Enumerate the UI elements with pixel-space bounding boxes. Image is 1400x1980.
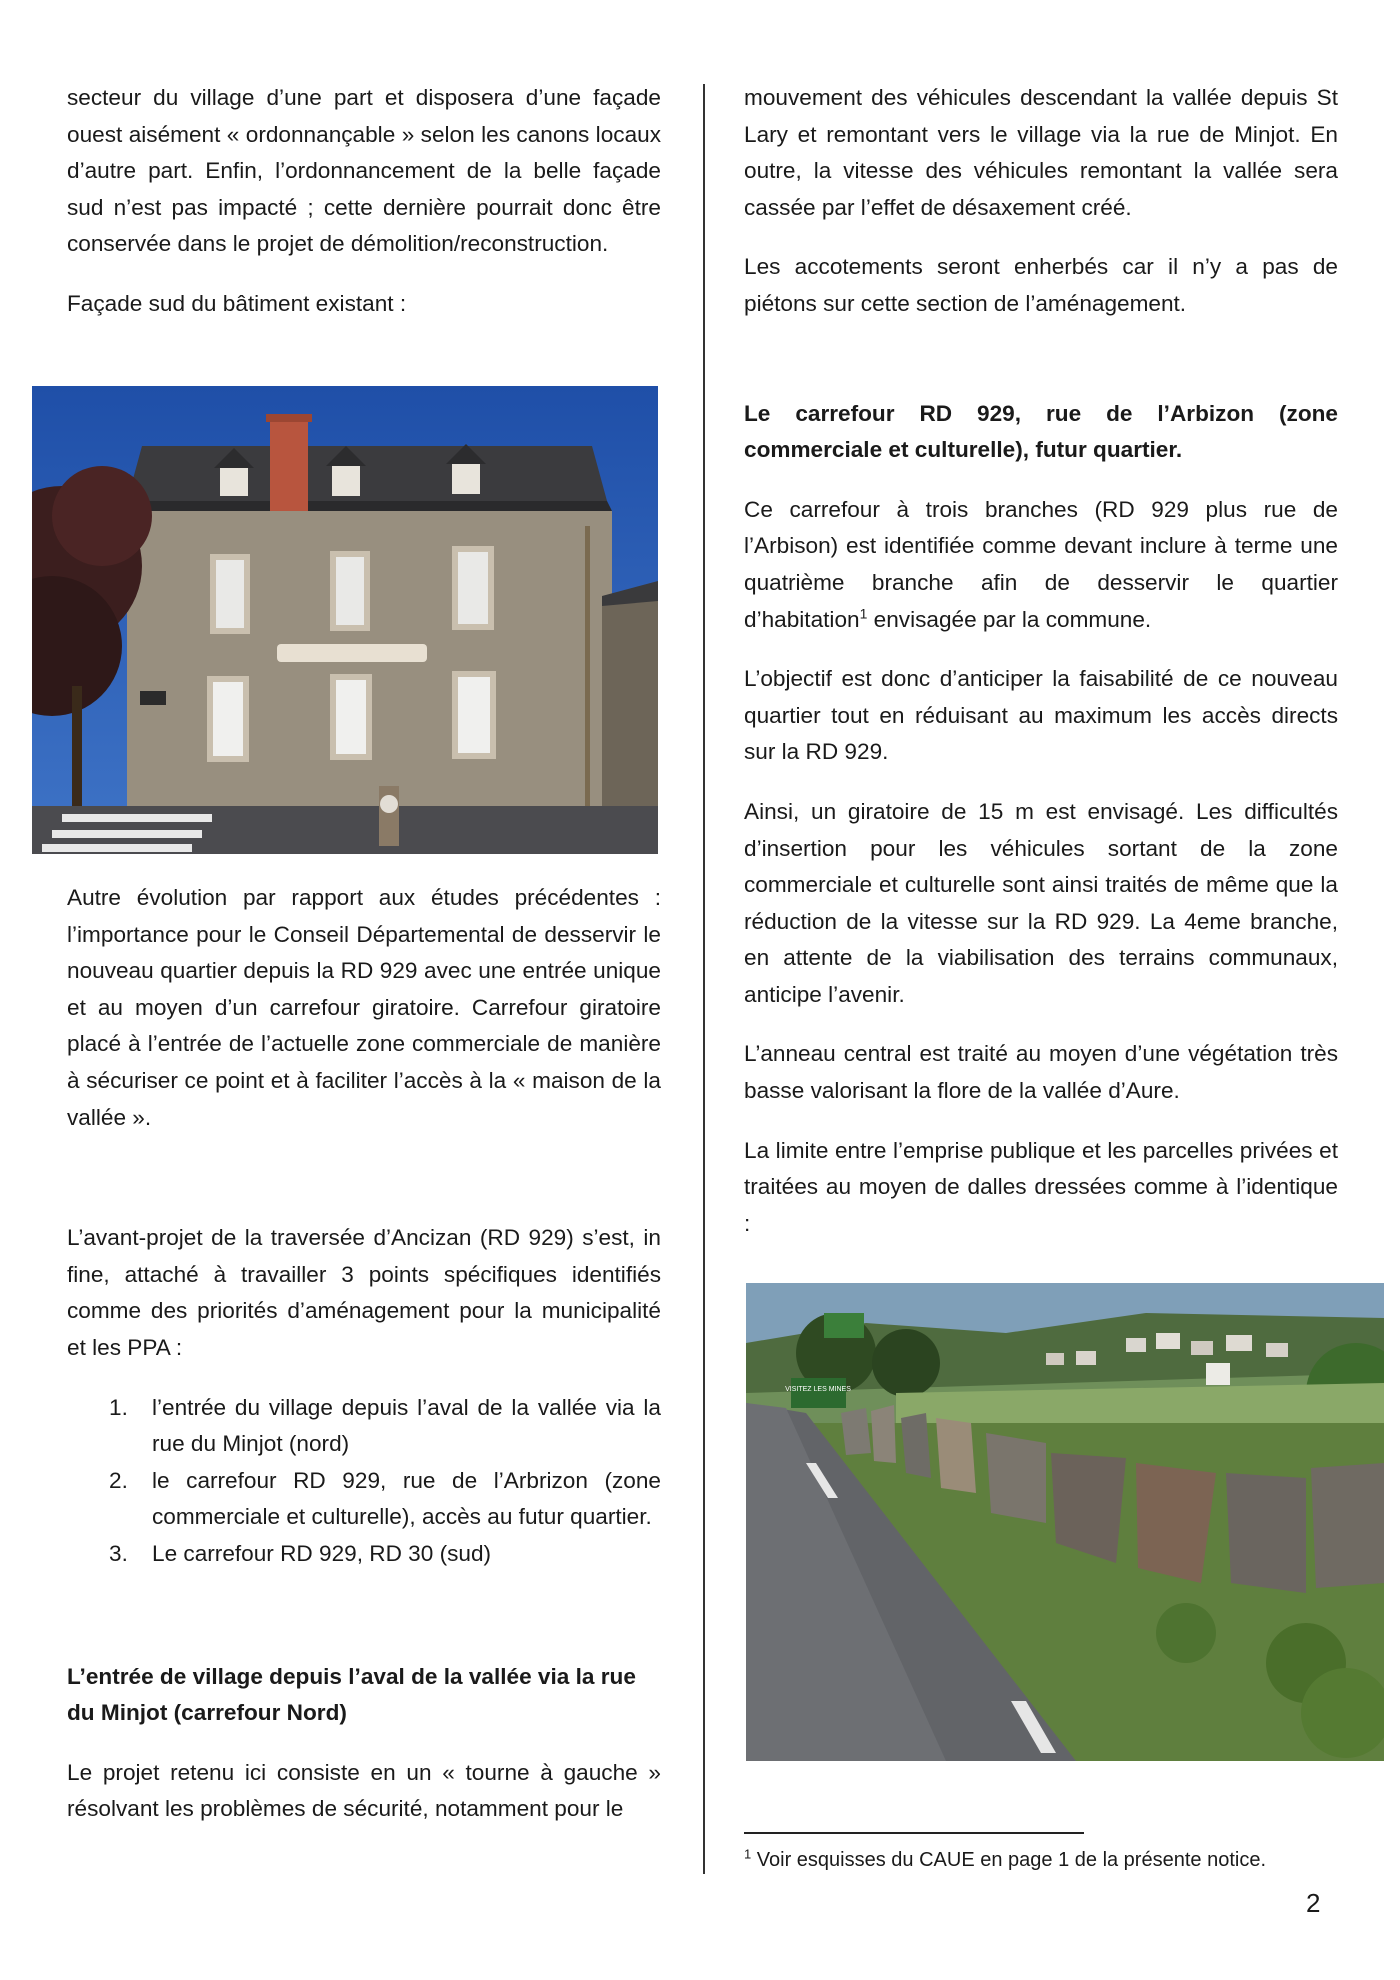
right-paragraph-7: La limite entre l’emprise publique et les parcelles privées et traitées au moyen de dalles dressées comme à l’identique : [744,1137,1338,1236]
priority-list [67,1390,661,1573]
sign-text: VISITEZ LES MINES [785,1386,851,1393]
right-paragraph-5: Ainsi, un giratoire de 15 m est envisagé. Les difficultés d’insertion pour les véhicules sortant de la zone commerciale et culturelle sont ainsi traités de même que la réduction de la vitesse sur la RD 929. La 4eme branche, en attente de la viabilisation des terrains communaux, anticipe l’avenir. [744,798,1338,1007]
section-heading-arbizon: Le carrefour RD 929, rue de l’Arbizon (zone commerciale et culturelle), futur quartier. [744,400,1338,463]
list-item: 1. l’entrée du village depuis l’aval de la vallée via la rue du Minjot (nord) [109,1394,661,1457]
right-column [744,80,1338,1265]
right-paragraph-4: L’objectif est donc d’anticiper la faisabilité de ce nouveau quartier tout en réduisant au maximum les accès directs sur la RD 929. [744,666,1338,765]
right-paragraph-3: Ce carrefour à trois branches (RD 929 plus rue de l’Arbison) est identifiée comme devant inclure à terme une quatrième branche afin de desservir le quartier d’habitation$^1$ envisagée par la commune. [744,496,1338,632]
photo-caption: Façade sud du bâtiment existant : [67,290,407,316]
left-paragraph-3: L’avant-projet de la traversée d’Ancizan (RD 929) s’est, in fine, attaché à travailler 3 points spécifiques identifiés comme des priorités d’aménagement pour la municipalité et les PPA : [67,1225,661,1360]
left-paragraph-2: Autre évolution par rapport aux études précédentes : l’importance pour le Conseil Départemental de desservir le nouveau quartier depuis la RD 929 avec une entrée unique et au moyen d’un carrefour giratoire. Carrefour giratoire placé à l’entrée de l’actuelle zone commerciale de manière à sécuriser ce point et à faciliter l’accès à la « maison de la vallée ». [67,885,661,1130]
list-item: 3. Le carrefour RD 929, RD 30 (sud) [109,1540,492,1566]
list-item: 2. le carrefour RD 929, rue de l’Arbrizon (zone commerciale et culturelle), accès au futur quartier. [109,1467,661,1530]
left-column-bottom [67,880,661,1851]
right-paragraph-1: mouvement des véhicules descendant la vallée depuis St Lary et remontant vers le village via la rue de Minjot. En outre, la vitesse des véhicules remontant la vallée sera cassée par l’effet de désaxement créé. [744,85,1338,220]
footnote: $^1$ Voir esquisses du CAUE en page 1 de la présente notice. [744,1846,1266,1871]
stone-slabs-photo [746,1283,1384,1761]
left-paragraph-4: Le projet retenu ici consiste en un « tourne à gauche » résolvant les problèmes de sécurité, notamment pour le [67,1759,661,1822]
footnote-separator [744,1832,1084,1834]
right-paragraph-6: L’anneau central est traité au moyen d’une végétation très basse valorisant la flore de la vallée d’Aure. [744,1041,1338,1104]
column-divider [703,84,705,1874]
section-heading-north: L’entrée de village depuis l’aval de la vallée via la rue du Minjot (carrefour Nord) [67,1663,636,1726]
left-paragraph-1: secteur du village d’une part et disposera d’une façade ouest aisément « ordonnançable » selon les canons locaux d’autre part. Enfin, l’ordonnancement de la belle façade sud n’est pas impacté ; cette dernière pourrait donc être conservée dans le projet de démolition/reconstruction. [67,85,661,257]
footnote-ref: 1 [859,605,868,621]
page-number: 2 [1306,1888,1321,1918]
right-paragraph-2: Les accotements seront enherbés car il n’y a pas de piétons sur cette section de l’aménagement. [744,254,1338,316]
building-facade-photo [32,386,658,854]
left-column-top [67,80,661,346]
